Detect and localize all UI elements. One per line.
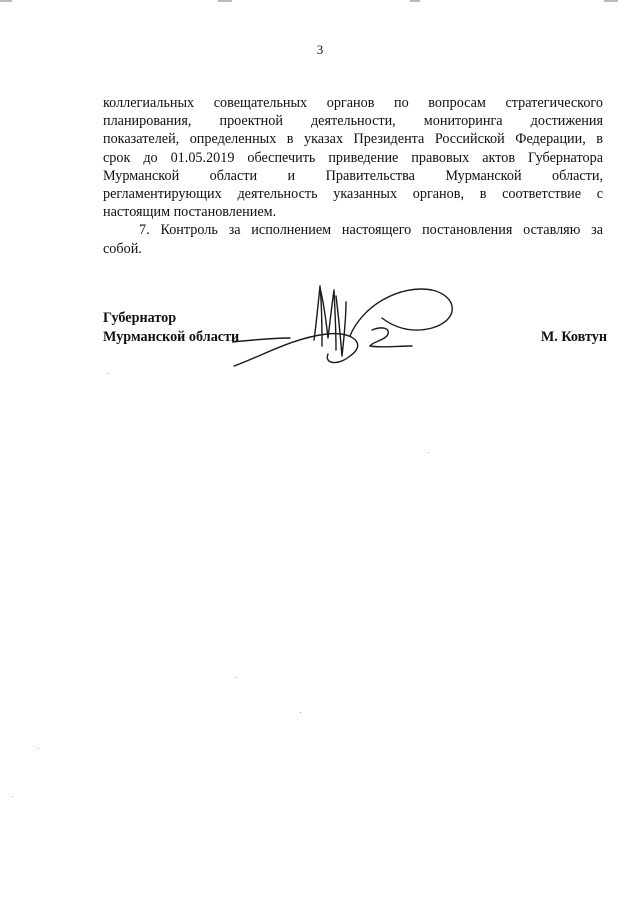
body-line: срок до 01.05.2019 обеспечить приведение правовых актов Губернатора [103,149,603,166]
scan-mark [410,0,420,2]
signatory-position [103,309,239,347]
scan-speck [38,748,39,749]
signatory-position-line: Мурманской области [103,329,240,345]
scan-speck [108,373,109,374]
scan-mark [0,0,12,2]
handwritten-signature [232,276,472,376]
body-line: Мурманской области и Правительства Мурманской области, [103,167,603,184]
body-line: регламентирующих деятельность указанных органов, в соответствие с [103,186,603,203]
page-number: 3 [316,42,324,57]
scan-speck [300,712,301,713]
signatory-position-line: Губернатор [103,310,177,326]
body-line: коллегиальных совещательных органов по вопросам стратегического [103,95,603,111]
body-line: планирования, проектной деятельности, мониторинга достижения [103,113,603,130]
scan-speck [428,452,429,453]
item-7-line: 7. Контроль за исполнением настоящего постановления оставляю за [139,222,603,239]
scan-speck [236,677,237,678]
item-7-line: собой. [103,240,142,257]
scan-mark [604,0,618,2]
scan-speck [12,796,13,797]
body-text [103,94,603,258]
body-line: показателей, определенных в указах Президента Российской Федерации, в [103,131,603,148]
signatory-name: М. Ковтун [540,329,607,345]
body-line: настоящим постановлением. [103,204,277,221]
scan-mark [218,0,232,2]
